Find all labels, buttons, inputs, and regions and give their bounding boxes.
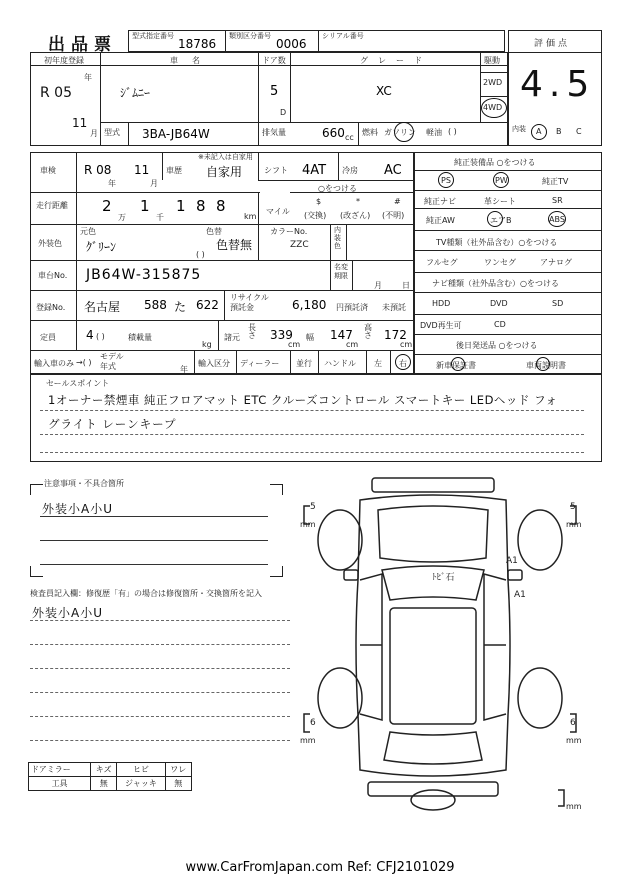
roof <box>390 608 476 724</box>
use-note: ※未記入は自家用 <box>198 153 253 161</box>
reg-label: 登録No. <box>36 303 66 312</box>
car-name: ｼﾞﾑﾆｰ <box>120 86 151 100</box>
tv-type-label: TV種類（社外品含む）○をつける <box>436 238 558 247</box>
class-num-label: 類別区分番号 <box>229 32 271 40</box>
door-suffix: D <box>280 108 287 117</box>
fuel-circle <box>394 122 414 142</box>
eval-score: 4.5 <box>520 64 596 105</box>
color-paren: ( ) <box>196 250 205 259</box>
equip-airbag: エアB <box>490 216 512 225</box>
recycle-unit: 円預託済 <box>336 303 368 312</box>
name-change-d: 日 <box>402 281 410 290</box>
mileage-digit-2: 1 <box>140 197 150 215</box>
mileage-digit-4: 8 <box>196 197 206 215</box>
tread-fl-unit: mm <box>300 520 316 529</box>
shift-label: シフト <box>264 166 288 175</box>
ac-label: 冷房 <box>342 166 358 175</box>
month-unit: 月 <box>90 129 98 138</box>
handle-label: ハンドル <box>324 359 356 368</box>
recycle-label: リサイクル預託金 <box>230 293 269 312</box>
docs-label: 後日発送品 ○をつける <box>456 341 538 350</box>
hood <box>378 506 488 562</box>
jack-value: 無 <box>165 777 191 791</box>
color-change: 色替無 <box>216 238 253 252</box>
interior-color-label: 内装色 <box>334 226 341 250</box>
car-name-label: 車名 <box>170 56 214 65</box>
rear-bumper <box>368 782 498 796</box>
year-unit: 年 <box>84 73 92 82</box>
name-change-m: 月 <box>374 281 382 290</box>
height-cm: cm <box>400 340 413 349</box>
wheel-rear-left <box>318 668 362 728</box>
tools-value: 無 <box>91 777 117 791</box>
name-change-label: 名変期限 <box>334 263 348 280</box>
doc-manual: 車両説明書 <box>526 361 566 370</box>
diesel-label: 軽油 <box>426 128 442 137</box>
cap-value: 4 <box>86 328 94 342</box>
inspector-line-1: 外装小A小U <box>32 606 103 620</box>
mileage-man: 万 <box>118 213 126 222</box>
tread-rr-unit: mm <box>566 736 582 745</box>
left-doors <box>360 574 382 720</box>
drive-label: 駆動 <box>484 56 500 65</box>
equip-aw: 純正AW <box>426 216 455 225</box>
interior-label: 内装 <box>512 125 526 133</box>
tools-label: 工具 <box>29 777 91 791</box>
notes-label: 注意事項・不具合箇所 <box>44 479 124 488</box>
sales-line-1: 1オーナー禁煙車 純正フロアマット ETC クルーズコントロール スマートキー LEDヘッド フォ <box>48 393 558 407</box>
recycle-value: 6,180 <box>292 298 327 312</box>
inspector-label: 検査員記入欄：修復歴「有」の場合は修復箇所・交換箇所を記入 <box>30 589 262 598</box>
tv-oneseg: ワンセグ <box>484 258 516 267</box>
mileage-label: 走行距離 <box>36 201 68 210</box>
tv-analog: アナログ <box>540 258 572 267</box>
mileage-digit-1: 2 <box>102 197 112 215</box>
equip-label: 純正装備品 ○をつける <box>454 158 536 167</box>
disp-value: 660 <box>322 126 345 140</box>
equip-pw: PW <box>495 176 508 185</box>
color-num-label: 色替 <box>206 227 222 236</box>
first-reg-label: 初年度登録 <box>44 56 84 65</box>
odo-unknown: (不明) <box>382 211 405 220</box>
wheel-front-right <box>518 510 562 570</box>
model-label: 型式 <box>104 128 120 137</box>
drive-4wd: 4WD <box>483 103 503 112</box>
odo-mile: マイル <box>266 207 290 216</box>
type-num-value: 18786 <box>178 37 217 51</box>
navi-type-label: ナビ種類（社外品含む）○をつける <box>432 279 559 288</box>
odo-swap: (交換) <box>304 211 327 220</box>
inspect-year: R 08 <box>84 163 112 177</box>
mileage-sen: 千 <box>156 213 164 222</box>
tread-rl-unit: mm <box>300 736 316 745</box>
inspect-m-unit: 月 <box>150 179 158 188</box>
inspect-y-unit: 年 <box>108 179 116 188</box>
front-bumper <box>372 478 494 492</box>
equip-navi: 純正ナビ <box>424 197 456 206</box>
manual-circle <box>536 357 550 371</box>
import-label: 輸入車のみ <box>34 359 74 368</box>
right-hand: 右 <box>399 359 407 368</box>
width-cm: cm <box>346 340 359 349</box>
rear-glass <box>384 732 482 764</box>
chassis-label: 車台No. <box>38 271 68 280</box>
equip-sr: SR <box>552 196 563 205</box>
navi-dvd-player: DVD再生可 <box>420 321 462 330</box>
tread-fl: 5 <box>310 502 316 512</box>
fuel-label: 燃料 <box>362 128 378 137</box>
odo-unknown-sym: # <box>394 197 401 206</box>
reg-num: 622 <box>196 298 219 312</box>
break-header: ワレ <box>165 763 191 777</box>
wheel-rear-right <box>518 668 562 728</box>
odo-swap-sym: $ <box>316 197 322 206</box>
first-reg-month: 11 <box>72 116 88 130</box>
reg-area: 名古屋 <box>84 300 121 314</box>
import-div-label: 輸入区分 <box>198 359 230 368</box>
tread-rr: 6 <box>570 718 576 728</box>
mirror-header: ドアミラー <box>29 763 91 777</box>
dims-label: 諸元 <box>224 333 240 342</box>
shift-value: 4AT <box>302 163 327 178</box>
right-doors <box>484 574 506 720</box>
inspect-month: 11 <box>134 163 150 177</box>
car-damage-diagram <box>290 470 610 820</box>
sales-line-2: グライト レーンキープ <box>48 417 177 431</box>
mileage-digit-5: 8 <box>216 197 226 215</box>
equip-leather: 革シート <box>484 197 516 206</box>
odo-note: ○をつける <box>318 184 357 193</box>
footer-watermark: www.CarFromJapan.com Ref: CFJ2101029 <box>185 860 455 875</box>
spare-tire <box>411 790 455 810</box>
ac-value: AC <box>384 163 402 178</box>
km-unit: km <box>244 212 257 221</box>
wid-label: 幅 <box>306 333 314 342</box>
width-value: 147 <box>330 328 353 342</box>
tread-fr-unit: mm <box>566 520 582 529</box>
doors-label: ドア数 <box>262 56 286 65</box>
color-no: ZZC <box>290 240 309 250</box>
odo-tamper: (改ざん) <box>340 211 371 220</box>
inspect-label: 車検 <box>40 166 56 175</box>
damage-a1-side: A1 <box>514 590 526 600</box>
parallel: 並行 <box>296 359 312 368</box>
navi-cd: CD <box>494 320 506 329</box>
drive-2wd: 2WD <box>483 78 503 87</box>
right-mirror <box>508 570 522 580</box>
use-value: 自家用 <box>206 165 243 179</box>
grade-value: XC <box>376 84 392 98</box>
color-label: 外装色 <box>38 239 62 248</box>
interior-b: B <box>556 127 562 136</box>
damage-chip: ﾄﾋﾞ石 <box>432 573 455 583</box>
mileage-digit-3: 1 <box>176 197 186 215</box>
wheel-front-left <box>318 510 362 570</box>
fuel-paren: ( ) <box>448 127 457 136</box>
type-num-label: 型式指定番号 <box>132 32 174 40</box>
equip-tv: 純正TV <box>542 177 569 186</box>
doors-value: 5 <box>270 84 279 99</box>
interior-a: A <box>536 127 542 136</box>
tv-fullseg: フルセグ <box>426 258 458 267</box>
length-cm: cm <box>288 340 301 349</box>
len-label: 長さ <box>248 323 256 340</box>
eval-label: 評価点 <box>534 39 571 49</box>
damage-a1-front: A1 <box>506 556 518 566</box>
spare-unit: mm <box>566 802 582 811</box>
class-num-value: 0006 <box>276 37 307 51</box>
first-reg-year: R 05 <box>40 85 72 101</box>
kg-unit: kg <box>202 340 212 349</box>
grade-label: グレード <box>360 56 432 65</box>
hei-label: 高さ <box>364 323 372 340</box>
height-value: 172 <box>384 328 407 342</box>
sheet-title: 出品票 <box>48 35 117 55</box>
scratch-header: キズ <box>91 763 117 777</box>
model-year-label: モデル年式 <box>100 352 124 371</box>
import-paren: →( ) <box>76 358 92 367</box>
crack-header: ヒビ <box>117 763 165 777</box>
disp-label: 排気量 <box>262 128 286 137</box>
orig-color-label: 元色 <box>80 227 96 236</box>
doc-warranty: 新車保証書 <box>436 361 476 370</box>
load-label: 積載量 <box>128 333 152 342</box>
model-value: 3BA-JB64W <box>142 127 210 141</box>
navi-sd: SD <box>552 299 564 308</box>
equip-abs: ABS <box>549 215 565 224</box>
length-value: 339 <box>270 328 293 342</box>
left-hand: 左 <box>374 359 382 368</box>
jack-label: ジャッキ <box>117 777 165 791</box>
use-label: 車歴 <box>166 166 182 175</box>
navi-dvd: DVD <box>490 299 508 308</box>
tread-rl: 6 <box>310 718 316 728</box>
orig-color: ｸﾞﾘｰﾝ <box>86 240 117 254</box>
tread-fr: 5 <box>570 502 576 512</box>
mirror-table <box>28 762 192 791</box>
cc-unit: cc <box>345 133 354 142</box>
warranty-circle <box>451 357 465 371</box>
cap-label: 定員 <box>40 333 56 342</box>
left-mirror <box>344 570 358 580</box>
model-year-unit: 年 <box>180 365 188 374</box>
fuel-value: ガソリン <box>384 128 416 137</box>
notes-line-1: 外装小A小U <box>42 502 113 516</box>
color-no-label: カラーNo. <box>270 227 308 236</box>
reg-kana: た <box>174 300 187 314</box>
navi-hdd: HDD <box>432 299 451 308</box>
sales-label: セールスポイント <box>46 379 110 388</box>
chassis-value: JB64W-315875 <box>86 267 202 283</box>
serial-label: シリアル番号 <box>322 32 364 40</box>
dealer: ディーラー <box>240 359 280 368</box>
reg-class: 588 <box>144 298 167 312</box>
interior-c: C <box>576 127 582 136</box>
odo-tamper-sym: * <box>356 197 360 206</box>
recycle-none: 未預託 <box>382 303 406 312</box>
cap-paren: ( ) <box>96 332 105 341</box>
equip-ps: PS <box>441 176 451 185</box>
